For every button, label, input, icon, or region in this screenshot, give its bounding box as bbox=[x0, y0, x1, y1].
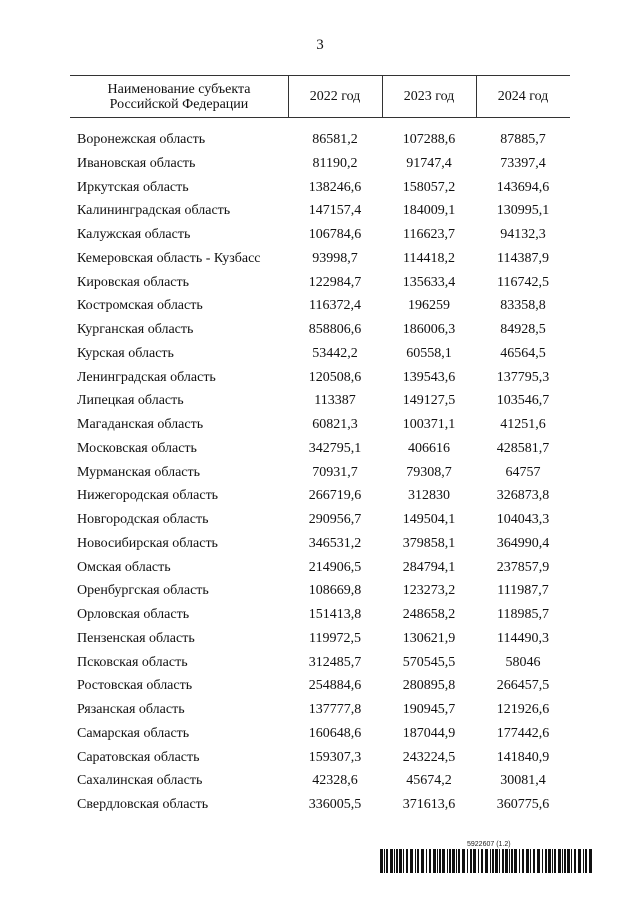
region-name: Кировская область bbox=[77, 274, 190, 290]
value-2022: 60821,3 bbox=[312, 417, 358, 432]
value-2022: 119972,5 bbox=[309, 630, 361, 646]
value-2023: 187044,9 bbox=[402, 725, 456, 741]
value-2022: 137777,8 bbox=[308, 702, 362, 717]
table-row bbox=[70, 532, 570, 556]
value-2022: 122984,7 bbox=[308, 274, 362, 290]
value-2022: 138246,6 bbox=[308, 179, 362, 195]
region-name: Ленинградская область bbox=[77, 369, 216, 385]
value-2022: 93998,7 bbox=[312, 250, 358, 266]
region-name: Пензенская область bbox=[77, 630, 195, 646]
value-2022: 290956,7 bbox=[308, 512, 362, 527]
value-2022: 108669,8 bbox=[308, 583, 362, 599]
table-row bbox=[70, 769, 570, 793]
table-row bbox=[70, 722, 570, 746]
value-2023: 60558,1 bbox=[406, 345, 452, 361]
region-name: Костромская область bbox=[77, 298, 203, 314]
value-2022: 42328,6 bbox=[312, 773, 358, 789]
header-region-name-line1: Наименование субъекта bbox=[107, 81, 251, 97]
value-2022: 214906,5 bbox=[308, 559, 362, 575]
region-name: Самарская область bbox=[77, 725, 190, 741]
value-2023: 45674,2 bbox=[406, 773, 452, 789]
table-row bbox=[70, 271, 570, 295]
value-2023: 79308,7 bbox=[406, 464, 452, 480]
value-2023: 280895,8 bbox=[402, 678, 456, 694]
value-2023: 196259 bbox=[408, 298, 450, 314]
table-row bbox=[70, 128, 570, 152]
value-2022: 70931,7 bbox=[312, 464, 358, 480]
table-row bbox=[70, 698, 570, 722]
table-row bbox=[70, 627, 570, 651]
region-name: Калужская область bbox=[77, 227, 191, 242]
value-2024: 84928,5 bbox=[500, 322, 546, 337]
region-name: Калининградская область bbox=[77, 203, 231, 219]
table-row bbox=[70, 793, 570, 817]
value-2024: 30081,4 bbox=[500, 773, 546, 789]
table-row bbox=[70, 413, 570, 437]
value-2024: 141840,9 bbox=[496, 749, 550, 765]
value-2022: 151413,8 bbox=[308, 607, 362, 622]
region-name: Воронежская область bbox=[77, 132, 206, 147]
value-2022: 86581,2 bbox=[312, 132, 358, 147]
value-2022: 346531,2 bbox=[308, 535, 362, 551]
value-2024: 266457,5 bbox=[496, 678, 550, 694]
value-2022: 106784,6 bbox=[308, 227, 362, 242]
region-name: Липецкая область bbox=[77, 393, 184, 409]
region-name: Нижегородская область bbox=[77, 488, 219, 504]
value-2024: 111987,7 bbox=[497, 583, 549, 599]
value-2024: 64757 bbox=[505, 464, 541, 480]
region-name: Саратовская область bbox=[77, 749, 200, 765]
value-2023: 123273,2 bbox=[402, 583, 456, 599]
value-2024: 94132,3 bbox=[500, 227, 546, 242]
table-row bbox=[70, 508, 570, 532]
value-2024: 428581,7 bbox=[496, 440, 550, 456]
value-2022: 336005,5 bbox=[308, 797, 362, 812]
table-row bbox=[70, 176, 570, 200]
table-row bbox=[70, 366, 570, 390]
value-2024: 360775,6 bbox=[496, 797, 550, 812]
value-2023: 149504,1 bbox=[402, 512, 456, 527]
value-2024: 130995,1 bbox=[496, 203, 550, 219]
table-row bbox=[70, 294, 570, 318]
value-2024: 73397,4 bbox=[500, 155, 546, 171]
value-2023: 312830 bbox=[408, 488, 450, 504]
table-row bbox=[70, 651, 570, 675]
table-row bbox=[70, 484, 570, 508]
region-name: Ростовская область bbox=[77, 678, 193, 694]
value-2024: 237857,9 bbox=[496, 559, 550, 575]
value-2023: 139543,6 bbox=[402, 369, 456, 385]
table-row bbox=[70, 603, 570, 627]
value-2024: 326873,8 bbox=[496, 488, 550, 504]
region-name: Магаданская область bbox=[77, 417, 204, 432]
table-row bbox=[70, 746, 570, 770]
region-name: Рязанская область bbox=[77, 702, 185, 717]
value-2023: 184009,1 bbox=[402, 203, 456, 219]
page-number: 3 bbox=[316, 37, 324, 53]
value-2023: 284794,1 bbox=[402, 559, 456, 575]
header-year-2024: 2024 год bbox=[497, 89, 549, 104]
value-2022: 53442,2 bbox=[312, 345, 358, 361]
region-name: Свердловская область bbox=[77, 797, 209, 812]
value-2022: 160648,6 bbox=[308, 725, 362, 741]
value-2023: 91747,4 bbox=[406, 155, 452, 171]
region-name: Курская область bbox=[77, 345, 174, 361]
barcode bbox=[380, 849, 594, 873]
value-2023: 116623,7 bbox=[403, 227, 455, 242]
table-row bbox=[70, 318, 570, 342]
value-2023: 100371,1 bbox=[402, 417, 456, 432]
value-2024: 121926,6 bbox=[496, 702, 550, 717]
header-year-2022: 2022 год bbox=[309, 89, 361, 104]
value-2023: 130621,9 bbox=[402, 630, 456, 646]
value-2024: 87885,7 bbox=[500, 132, 546, 147]
value-2023: 248658,2 bbox=[402, 607, 456, 622]
region-name: Оренбургская область bbox=[77, 583, 209, 599]
value-2023: 190945,7 bbox=[402, 702, 456, 717]
region-name: Мурманская область bbox=[77, 464, 201, 480]
value-2023: 243224,5 bbox=[402, 749, 456, 765]
value-2023: 186006,3 bbox=[402, 322, 456, 337]
value-2023: 406616 bbox=[408, 440, 450, 456]
barcode-caption: 5922607 (1.2) bbox=[467, 841, 511, 848]
value-2024: 104043,3 bbox=[496, 512, 550, 527]
value-2022: 159307,3 bbox=[308, 749, 362, 765]
value-2024: 41251,6 bbox=[500, 417, 546, 432]
table-row bbox=[70, 342, 570, 366]
value-2023: 107288,6 bbox=[402, 132, 456, 147]
table-header bbox=[70, 75, 570, 118]
value-2023: 114418,2 bbox=[403, 250, 455, 266]
value-2024: 46564,5 bbox=[500, 345, 546, 361]
region-name: Орловская область bbox=[77, 607, 190, 622]
table-row bbox=[70, 223, 570, 247]
value-2024: 177442,6 bbox=[496, 725, 550, 741]
table-row bbox=[70, 556, 570, 580]
table-body bbox=[70, 128, 570, 817]
value-2024: 137795,3 bbox=[496, 369, 550, 385]
value-2024: 114387,9 bbox=[497, 250, 549, 266]
value-2024: 118985,7 bbox=[497, 607, 549, 622]
region-name: Новгородская область bbox=[77, 512, 209, 527]
value-2024: 58046 bbox=[505, 654, 541, 670]
table-row bbox=[70, 674, 570, 698]
value-2024: 364990,4 bbox=[496, 535, 550, 551]
value-2023: 570545,5 bbox=[402, 654, 456, 670]
table-row bbox=[70, 152, 570, 176]
region-name: Иркутская область bbox=[77, 179, 189, 195]
value-2022: 116372,4 bbox=[309, 298, 361, 314]
value-2022: 858806,6 bbox=[308, 322, 362, 337]
value-2022: 266719,6 bbox=[308, 488, 362, 504]
table-row bbox=[70, 579, 570, 603]
value-2024: 116742,5 bbox=[497, 274, 549, 290]
region-name: Кемеровская область - Кузбасс bbox=[77, 250, 261, 266]
region-name: Омская область bbox=[77, 559, 171, 575]
table-row bbox=[70, 199, 570, 223]
value-2022: 81190,2 bbox=[312, 155, 358, 171]
value-2023: 135633,4 bbox=[402, 274, 456, 290]
region-name: Новосибирская область bbox=[77, 535, 218, 551]
table-row bbox=[70, 461, 570, 485]
region-name: Ивановская область bbox=[77, 155, 196, 171]
value-2023: 158057,2 bbox=[402, 179, 456, 195]
value-2022: 147157,4 bbox=[308, 203, 362, 219]
table-row bbox=[70, 389, 570, 413]
value-2022: 113387 bbox=[314, 393, 356, 409]
table-row bbox=[70, 247, 570, 271]
value-2024: 83358,8 bbox=[500, 298, 546, 314]
value-2023: 379858,1 bbox=[402, 535, 456, 551]
value-2022: 120508,6 bbox=[308, 369, 362, 385]
value-2024: 103546,7 bbox=[496, 393, 550, 409]
value-2022: 312485,7 bbox=[308, 654, 362, 670]
value-2023: 149127,5 bbox=[402, 393, 456, 409]
region-name: Курганская область bbox=[77, 322, 194, 337]
region-name: Сахалинская область bbox=[77, 773, 203, 789]
header-region-name bbox=[70, 76, 288, 117]
table-row bbox=[70, 437, 570, 461]
region-name: Московская область bbox=[77, 440, 197, 456]
value-2024: 143694,6 bbox=[496, 179, 550, 195]
header-year-2023: 2023 год bbox=[403, 89, 455, 104]
header-region-name-line2: Российской Федерации bbox=[109, 96, 249, 112]
value-2022: 342795,1 bbox=[308, 440, 362, 456]
value-2023: 371613,6 bbox=[402, 797, 456, 812]
value-2022: 254884,6 bbox=[308, 678, 362, 694]
region-name: Псковская область bbox=[77, 654, 188, 670]
value-2024: 114490,3 bbox=[497, 630, 549, 646]
